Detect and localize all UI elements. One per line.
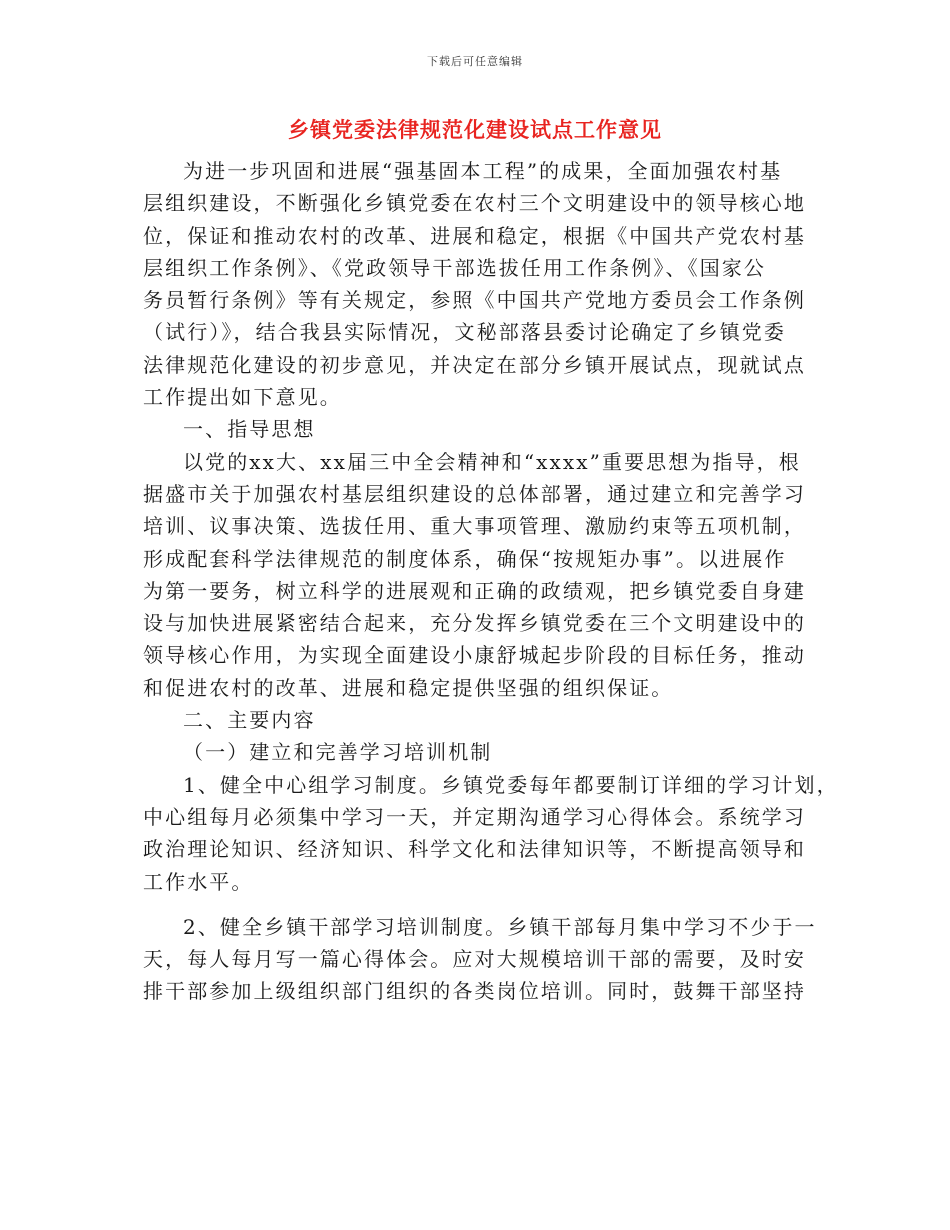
paragraph-line: 设与加快进展紧密结合起来，充分发挥乡镇党委在三个文明建设中的 <box>143 611 806 636</box>
paragraph-line: 工作水平。 <box>143 869 254 894</box>
paragraph-line: 层组织建设，不断强化乡镇党委在农村三个文明建设中的领导核心地 <box>143 191 806 216</box>
paragraph-line: 据盛市关于加强农村基层组织建设的总体部署，通过建立和完善学习 <box>143 481 806 506</box>
paragraph-line: 培训、议事决策、选拔任用、重大事项管理、激励约束等五项机制， <box>143 514 806 539</box>
document-body <box>143 155 839 1008</box>
paragraph-line: 中心组每月必须集中学习一天，并定期沟通学习心得体会。系统学习 <box>143 804 806 829</box>
paragraph-line: 政治理论知识、经济知识、科学文化和法律知识等，不断提高领导和 <box>143 837 806 862</box>
header-note: 下载后可任意编辑 <box>427 55 523 68</box>
paragraph-line: 工作提出如下意见。 <box>143 385 342 410</box>
paragraph-line: 领导核心作用，为实现全面建设小康舒城起步阶段的目标任务，推动 <box>143 643 806 668</box>
paragraph-line: 天，每人每月写一篇心得体会。应对大规模培训干部的需要，及时安 <box>143 947 806 972</box>
paragraph-line: 排干部参加上级组织部门组织的各类岗位培训。同时，鼓舞干部坚持 <box>143 979 806 1004</box>
paragraph-line: 法律规范化建设的初步意见，并决定在部分乡镇开展试点，现就试点 <box>143 352 806 377</box>
paragraph-line: 为第一要务，树立科学的进展观和正确的政绩观，把乡镇党委自身建 <box>143 578 806 603</box>
document-title: 乡镇党委法律规范化建设试点工作意见 <box>288 117 662 142</box>
paragraph-line: 层组织工作条例》、《党政领导干部选拔任用工作条例》、《国家公 <box>143 255 766 280</box>
paragraph-line: 和促进农村的改革、进展和稳定提供坚强的组织保证。 <box>143 675 674 700</box>
subsection-heading: （一）建立和完善学习培训机制 <box>183 740 493 765</box>
paragraph-line: 形成配套科学法律规范的制度体系，确保“按规矩办事”。以进展作 <box>143 546 787 571</box>
section-heading: 一、指导思想 <box>183 417 316 442</box>
paragraph-line: 务员暂行条例》等有关规定，参照《中国共产党地方委员会工作条例 <box>143 288 806 313</box>
paragraph-line: 为进一步巩固和进展“强基固本工程”的成果，全面加强农村基 <box>183 159 783 183</box>
paragraph-gap <box>143 898 813 911</box>
section-heading: 二、主要内容 <box>183 708 316 733</box>
paragraph-line: （试行）》，结合我县实际情况，文秘部落县委讨论确定了乡镇党委 <box>143 320 786 345</box>
paragraph-line: 1、健全中心组学习制度。乡镇党委每年都要制订详细的学习计划， <box>183 772 839 797</box>
paragraph-line: 位，保证和推动农村的改革、进展和稳定，根据《中国共产党农村基 <box>143 223 806 248</box>
paragraph-line: 以党的xx大、xx届三中全会精神和“xxxx”重要思想为指导，根 <box>183 449 801 474</box>
paragraph-line: 2、健全乡镇干部学习培训制度。乡镇干部每月集中学习不少于一 <box>183 914 817 939</box>
